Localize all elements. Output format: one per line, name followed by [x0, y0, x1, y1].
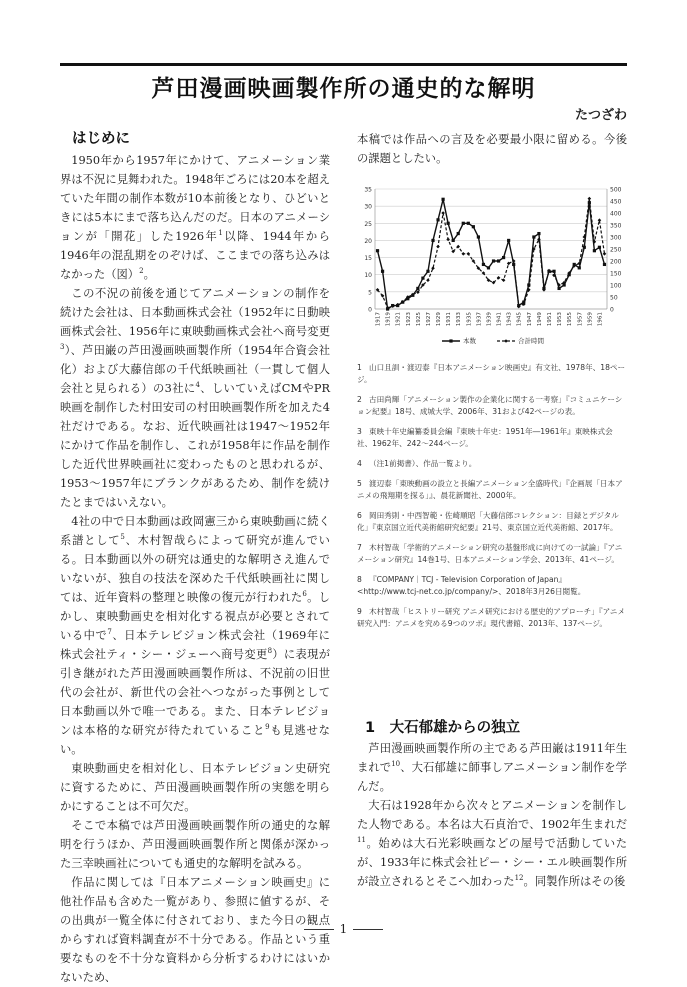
legend-label: 本数 — [463, 337, 476, 345]
section-1-heading: 1 大石郁雄からの独立 — [365, 720, 521, 736]
intro-paragraph-7: 本稿では作品への言及を必要最小限に留める。今後の課題としたい。 — [357, 133, 627, 165]
y-left-tick-label: 5 — [368, 289, 372, 297]
right-column-top — [357, 130, 627, 168]
footnotes — [357, 362, 627, 638]
x-tick-label: 1923 — [405, 312, 412, 327]
data-point-本数 — [603, 263, 606, 266]
chart-svg — [357, 180, 632, 348]
x-tick-label: 1955 — [567, 312, 574, 327]
intro-paragraph-5: そこで本稿では芦田漫画映画製作所の通史的な解明を行うほか、芦田漫画映画製作所と関係が深かった三幸映画社についても通史的な解明を試みる。 — [60, 819, 330, 870]
x-tick-label: 1919 — [385, 312, 392, 327]
y-left-tick-label: 30 — [364, 203, 372, 211]
intro-paragraph-4: 東映動画史を相対化し、日本テレビジョン史研究に資するために、芦田漫画映画製作所の実態を明らかにすることは不可欠だ。 — [60, 762, 330, 813]
y-left-tick-label: 20 — [364, 237, 372, 245]
footnote-2 — [357, 394, 627, 418]
y-right-tick-label: 0 — [610, 306, 614, 314]
data-point-本数 — [552, 270, 555, 273]
footnote-4 — [357, 458, 627, 470]
y-right-tick-label: 200 — [610, 258, 622, 266]
data-point-本数 — [472, 225, 475, 228]
data-point-合計時間 — [507, 262, 511, 266]
footnote-1 — [357, 362, 627, 386]
data-point-合計時間 — [426, 278, 430, 282]
data-point-本数 — [436, 218, 439, 221]
footnote-text: 岡田秀則・中西智範・佐崎順昭「大藤信郎コレクション：目録とデジタル化」『東京国立近代美術館研究紀要』21号、東京国立近代美術館、2017年。 — [357, 511, 619, 532]
left-column — [60, 130, 330, 987]
data-point-本数 — [532, 235, 535, 238]
x-tick-label: 1953 — [557, 312, 564, 327]
data-point-本数 — [557, 287, 560, 290]
y-left-tick-label: 15 — [364, 255, 372, 263]
production-chart — [357, 180, 632, 348]
x-tick-label: 1945 — [516, 312, 523, 327]
title-rule — [60, 63, 627, 66]
footnote-number: 1 — [357, 363, 362, 372]
footnote-text: （注1前掲書）、作品一覧より。 — [369, 459, 477, 468]
data-point-本数 — [507, 239, 510, 242]
footnote-text: 木村智哉「学術的アニメーション研究の基盤形成に向けての一試論」『アニメーション研究』14巻1号、日本アニメーション学会、2013年、41ページ。 — [357, 543, 623, 564]
y-right-tick-label: 300 — [610, 234, 622, 242]
data-point-本数 — [421, 277, 424, 280]
y-right-tick-label: 250 — [610, 246, 622, 254]
x-tick-label: 1949 — [536, 312, 543, 327]
data-point-合計時間 — [598, 218, 602, 222]
x-tick-label: 1943 — [506, 312, 513, 327]
data-point-本数 — [593, 249, 596, 252]
footnote-text: 木村智哉「ヒストリー研究 アニメ研究における歴史的アプローチ」『アニメ研究入門：アニメを究める9つのツボ』現代書館、2013年、137ページ。 — [357, 607, 626, 628]
x-tick-label: 1921 — [395, 312, 402, 327]
y-left-tick-label: 35 — [364, 186, 372, 194]
footnote-6 — [357, 510, 627, 534]
data-point-本数 — [583, 246, 586, 249]
footnote-text: 東映十年史編纂委員会編『東映十年史：1951年―1961年』東映株式会社、1962年、242～244ページ。 — [357, 427, 613, 448]
x-tick-label: 1957 — [577, 312, 584, 327]
y-right-tick-label: 400 — [610, 210, 622, 218]
footnote-number: 9 — [357, 607, 362, 616]
data-point-本数 — [381, 270, 384, 273]
x-tick-label: 1917 — [375, 312, 382, 327]
data-point-本数 — [497, 259, 500, 262]
data-point-本数 — [492, 259, 495, 262]
legend-marker — [449, 339, 452, 342]
footnote-8 — [357, 574, 627, 598]
data-point-本数 — [502, 256, 505, 259]
legend-marker — [504, 339, 508, 343]
y-right-tick-label: 500 — [610, 186, 622, 194]
x-tick-label: 1933 — [456, 312, 463, 327]
data-point-合計時間 — [441, 211, 445, 215]
footnote-3 — [357, 426, 627, 450]
section-1 — [357, 716, 627, 891]
data-point-合計時間 — [603, 252, 607, 256]
data-point-本数 — [487, 266, 490, 269]
footnote-number: 5 — [357, 479, 362, 488]
series-line-本数 — [378, 199, 605, 309]
y-left-tick-label: 25 — [364, 220, 372, 228]
x-tick-label: 1925 — [415, 312, 422, 327]
footnote-text: 古田尚輝「アニメーション製作の企業化に関する一考察」『コミュニケーション紀要』18号、成城大学、2006年、31および42ページの表。 — [357, 395, 623, 416]
y-right-tick-label: 350 — [610, 222, 622, 230]
footnote-number: 3 — [357, 427, 362, 436]
data-point-本数 — [431, 239, 434, 242]
y-right-tick-label: 150 — [610, 270, 622, 278]
author-name: たつざわ — [574, 108, 627, 123]
footnote-number: 2 — [357, 395, 362, 404]
paper-title: 芦田漫画映画製作所の通史的な解明 — [151, 76, 536, 102]
footnote-9 — [357, 606, 627, 630]
page-number: 1 — [0, 922, 687, 936]
y-right-tick-label: 50 — [610, 294, 618, 302]
footnote-number: 8 — [357, 575, 362, 584]
footnote-7 — [357, 542, 627, 566]
page-number-dash-left — [304, 929, 334, 930]
y-left-tick-label: 0 — [368, 306, 372, 314]
x-tick-label: 1935 — [466, 312, 473, 327]
section-1-paragraph-2: 大石は1928年から次々とアニメーションを制作した人物である。本名は大石貞治で、1902年生まれだ$^{11}$。始めは大石光彩映画などの屋号で活動していたが、1933年に株式会社ピー・シー・エル映画製作所が設立されるとそこへ加わった$^{12}$。同製作所はその後 — [357, 799, 627, 888]
data-point-本数 — [537, 232, 540, 235]
data-point-本数 — [467, 222, 470, 225]
data-point-本数 — [477, 235, 480, 238]
data-point-本数 — [376, 249, 379, 252]
intro-paragraph-1: 1950年から1957年にかけて、アニメーション業界は不況に見舞われた。1948年ごろには20本を超えていた年間の制作本数が10本前後となり、ひどいときには5本にまで落ち込んだのだ。日本のアニメーションが「開花」した1926年$^1$以降、1944年から1946年の混乱期をのぞけば、ここまでの落ち込みはなかった（図）$^2$。 — [60, 154, 330, 281]
x-tick-label: 1941 — [496, 312, 503, 327]
x-tick-label: 1961 — [597, 312, 604, 327]
data-point-本数 — [457, 232, 460, 235]
data-point-本数 — [462, 222, 465, 225]
data-point-本数 — [426, 270, 429, 273]
intro-paragraph-2: この不況の前後を通じてアニメーションの制作を続けた会社は、日本動画株式会社（1952年に日動映画株式会社、1956年に東映動画株式会社へ商号変更$^3$）、芦田巌の芦田漫画映画製作所（1954年合資会社化）および大藤信郎の千代紙映画社（一貫して個人会社と見られる）の3社に$^4$、しいていえばCMやPR映画を制作した村田安司の村田映画製作所を加えた4社だけである。なお、近代映画社は1947～1952年にかけて作品を制作し、これが1958年に作品を制作した近代世界映画社に変わったものと思われるが、1953～1957年にブランクがあるため、制作を続けたとまではいえない。 — [60, 287, 330, 509]
data-point-合計時間 — [461, 252, 465, 256]
section-1-paragraph-1: 芦田漫画映画製作所の主である芦田巌は1911年生まれで$^{10}$、大石郁雄に師事しアニメーション制作を学んだ。 — [357, 742, 627, 793]
data-point-合計時間 — [588, 197, 592, 201]
intro-paragraph-3: 4社の中で日本動画は政岡憲三から東映動画に続く系譜として$^5$、木村智哉らによって研究が進んでいる。日本動画以外の研究は通史的な解明さえ進んでいないが、独自の技法を深めた千代紙映画社に関しては、近年資料の整理と映像の復元が行われた$^6$。しかし、東映動画史を相対化する視点が必要とされている中で$^7$、日本テレビジョン株式会社（1969年に株式会社ティ・シー・ジェーへ商号変更$^8$）に表現が引き継がれた芦田漫画映画製作所は、不況前の旧世代の会社が、新世代の会社へつながった事例として日本動画以外で唯一である。また、日本テレビジョンは本格的な研究が待たれていること$^9$も見逃せない。 — [60, 515, 330, 756]
data-point-本数 — [416, 287, 419, 290]
intro-paragraph-6: 作品に関しては『日本アニメーション映画史』に他社作品も含めた一覧があり、参照に値するが、その出典が一覧全体に付されており、また今日の観点からすれば資料調査が不十分である。作品という重要なものを不十分な資料から分析するわけにはいかないため、 — [60, 876, 330, 984]
x-tick-label: 1951 — [547, 312, 553, 327]
x-tick-label: 1937 — [476, 312, 483, 327]
x-tick-label: 1959 — [587, 312, 594, 327]
data-point-本数 — [447, 222, 450, 225]
footnote-number: 7 — [357, 543, 362, 552]
footnote-text: 渡辺泰「東映動画の設立と長編アニメーション全盛時代」『企画展「日本アニメの飛翔期を探る」』、晨花新聞社、2000年。 — [357, 479, 623, 500]
footnote-number: 4 — [357, 459, 362, 468]
footnote-text: 山口且訓・渡辺泰『日本アニメーション映画史』有文社、1978年、18ページ。 — [357, 363, 626, 384]
footnote-5 — [357, 478, 627, 502]
x-tick-label: 1927 — [425, 312, 432, 327]
series-line-合計時間 — [378, 199, 605, 308]
data-point-本数 — [598, 246, 601, 249]
y-right-tick-label: 450 — [610, 198, 622, 206]
data-point-本数 — [482, 263, 485, 266]
x-tick-label: 1947 — [526, 312, 533, 327]
page-number-dash-right — [353, 929, 383, 930]
x-tick-label: 1939 — [486, 312, 493, 327]
legend-label: 合計時間 — [518, 337, 544, 345]
data-point-本数 — [452, 239, 455, 242]
x-tick-label: 1931 — [446, 312, 453, 327]
data-point-本数 — [441, 198, 444, 201]
data-point-合計時間 — [431, 266, 435, 270]
footnote-number: 6 — [357, 511, 362, 520]
data-point-本数 — [578, 266, 581, 269]
data-point-合計時間 — [436, 245, 440, 249]
footnote-text: 『COMPANY｜TCJ - Television Corporation of Japan』<http://www.tcj-net.co.jp/company/>、2018年3月26日閲覧。 — [357, 575, 586, 596]
y-left-tick-label: 10 — [364, 272, 372, 280]
y-right-tick-label: 100 — [610, 282, 622, 290]
intro-heading: はじめに — [72, 131, 130, 147]
x-tick-label: 1929 — [436, 312, 443, 327]
